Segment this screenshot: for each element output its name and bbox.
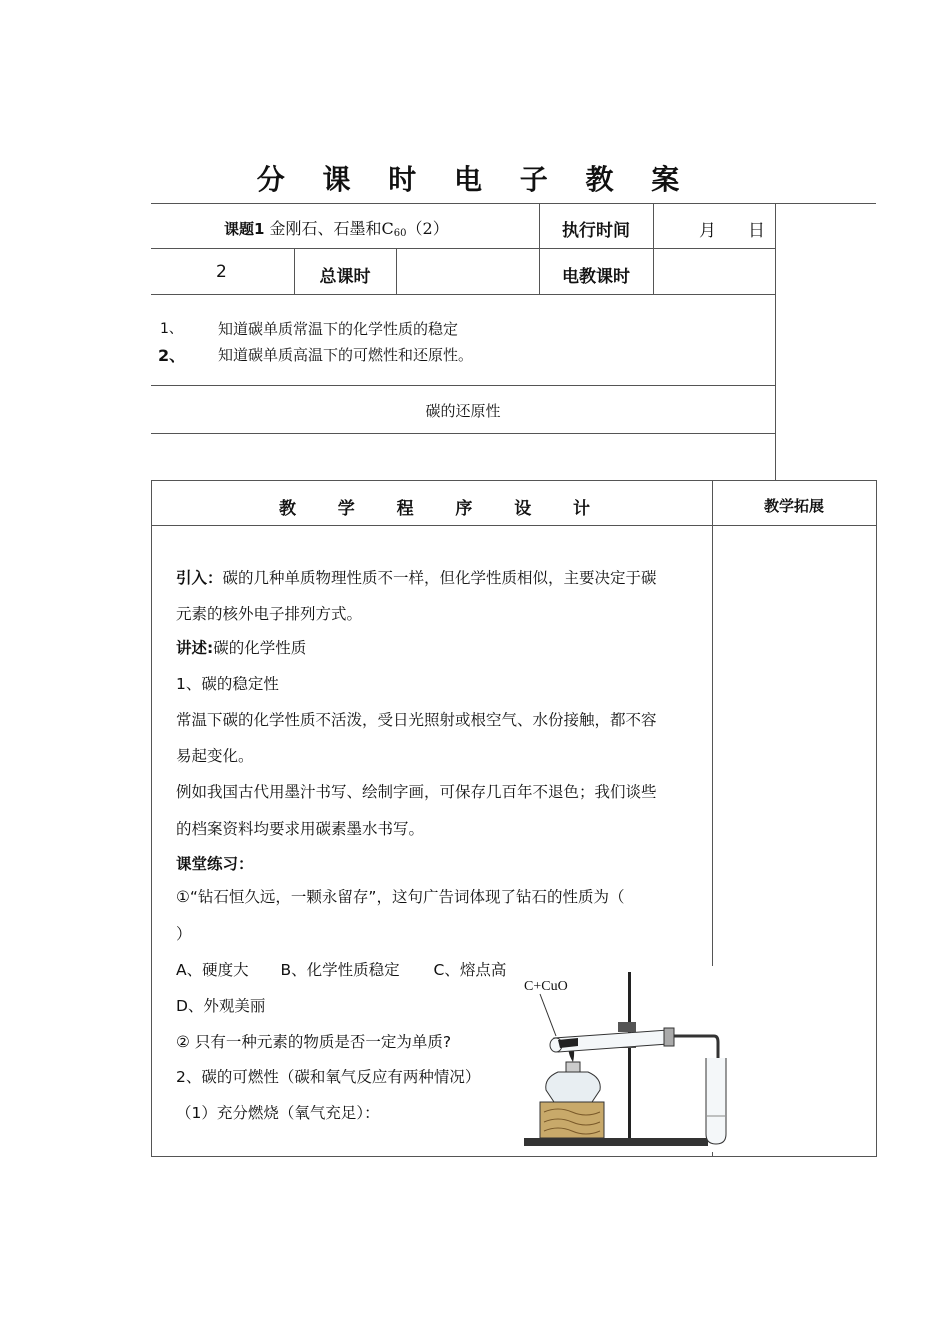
stable-line-2: 易起变化。 xyxy=(176,747,254,765)
table-rule xyxy=(775,203,776,480)
example-line-1: 例如我国古代用墨汁书写、绘制字画，可保存几百年不退色；我们谈些 xyxy=(176,783,657,801)
table-rule xyxy=(712,480,713,970)
option-b: B、化学性质稳定 xyxy=(280,961,400,979)
stable-line-1: 常温下碳的化学性质不活泼，受日光照射或根空气、水份接触，都不容 xyxy=(176,711,657,729)
intro-line-2: 元素的核外电子排列方式。 xyxy=(176,605,363,623)
objective-1-text: 知道碳单质常温下的化学性质的稳定 xyxy=(218,320,459,338)
extension-label: 教学拓展 xyxy=(763,497,824,515)
objective-2-text: 知道碳单质高温下的可燃性和还原性。 xyxy=(218,346,474,364)
table-rule xyxy=(653,203,654,294)
practice-label: 课堂练习： xyxy=(176,855,254,873)
design-heading-char: 设 xyxy=(514,499,532,519)
day-label: 日 xyxy=(748,221,765,241)
table-rule xyxy=(151,480,876,481)
objective-1-number: 1、 xyxy=(160,321,183,337)
table-rule xyxy=(151,433,775,434)
table-rule xyxy=(151,1156,876,1157)
ee-hours-label: 电教课时 xyxy=(562,267,630,287)
table-rule xyxy=(396,248,397,294)
design-heading-char: 学 xyxy=(337,499,355,519)
month-label: 月 xyxy=(699,221,716,241)
hours-value: 2 xyxy=(216,262,227,282)
design-heading-char: 计 xyxy=(572,499,590,519)
topic-prefix: 课题1 xyxy=(224,220,265,238)
intro-line-1 xyxy=(176,566,657,588)
table-rule xyxy=(876,480,877,1157)
objective-2-number: 2、 xyxy=(158,346,186,365)
reduction-apparatus-icon xyxy=(518,966,740,1152)
table-rule xyxy=(151,294,775,295)
apparatus-illustration xyxy=(518,966,740,1152)
topic-cell xyxy=(224,216,449,239)
topic-suffix: （2） xyxy=(406,219,449,238)
design-heading xyxy=(151,494,712,519)
question-1-line-1: ①“钻石恒久远，一颗永留存”，这句广告词体现了钻石的性质为（ xyxy=(176,888,625,906)
section-1-heading: 1、碳的稳定性 xyxy=(176,675,279,693)
topic-subscript: 60 xyxy=(393,228,407,239)
exec-time-label: 执行时间 xyxy=(562,221,630,241)
option-d: D、外观美丽 xyxy=(176,997,266,1015)
sub-item-1: （1）充分燃烧（氧气充足）： xyxy=(176,1104,380,1122)
design-heading-char: 序 xyxy=(455,499,473,519)
total-hours-label: 总课时 xyxy=(319,267,371,287)
intro-text: 碳的几种单质物理性质不一样，但化学性质相似，主要决定于碳 xyxy=(222,569,657,587)
intro-label: 引入： xyxy=(176,569,223,587)
option-c: C、熔点高 xyxy=(433,961,507,979)
talk-line xyxy=(176,636,306,658)
table-rule xyxy=(151,385,775,386)
talk-label: 讲述: xyxy=(176,639,214,657)
topic-main: 金刚石、石墨和C xyxy=(269,219,394,238)
question-1-line-2: ） xyxy=(176,925,192,943)
question-2: ② 只有一种元素的物质是否一定为单质? xyxy=(176,1033,452,1051)
design-heading-char: 教 xyxy=(279,499,296,519)
figure-label: C+CuO xyxy=(524,979,568,994)
page-title: 分 课 时 电 子 教 案 xyxy=(256,163,694,196)
table-rule xyxy=(151,480,152,1157)
table-rule xyxy=(151,525,876,526)
table-rule xyxy=(151,203,876,204)
talk-text: 碳的化学性质 xyxy=(213,639,307,657)
example-line-2: 的档案资料均要求用碳素墨水书写。 xyxy=(176,820,425,838)
key-point: 碳的还原性 xyxy=(425,402,501,420)
section-2-heading: 2、碳的可燃性（碳和氧气反应有两种情况） xyxy=(176,1068,481,1086)
table-rule xyxy=(151,248,775,249)
design-heading-char: 程 xyxy=(396,499,414,519)
question-1-options xyxy=(176,958,506,980)
option-a: A、硬度大 xyxy=(176,961,249,979)
